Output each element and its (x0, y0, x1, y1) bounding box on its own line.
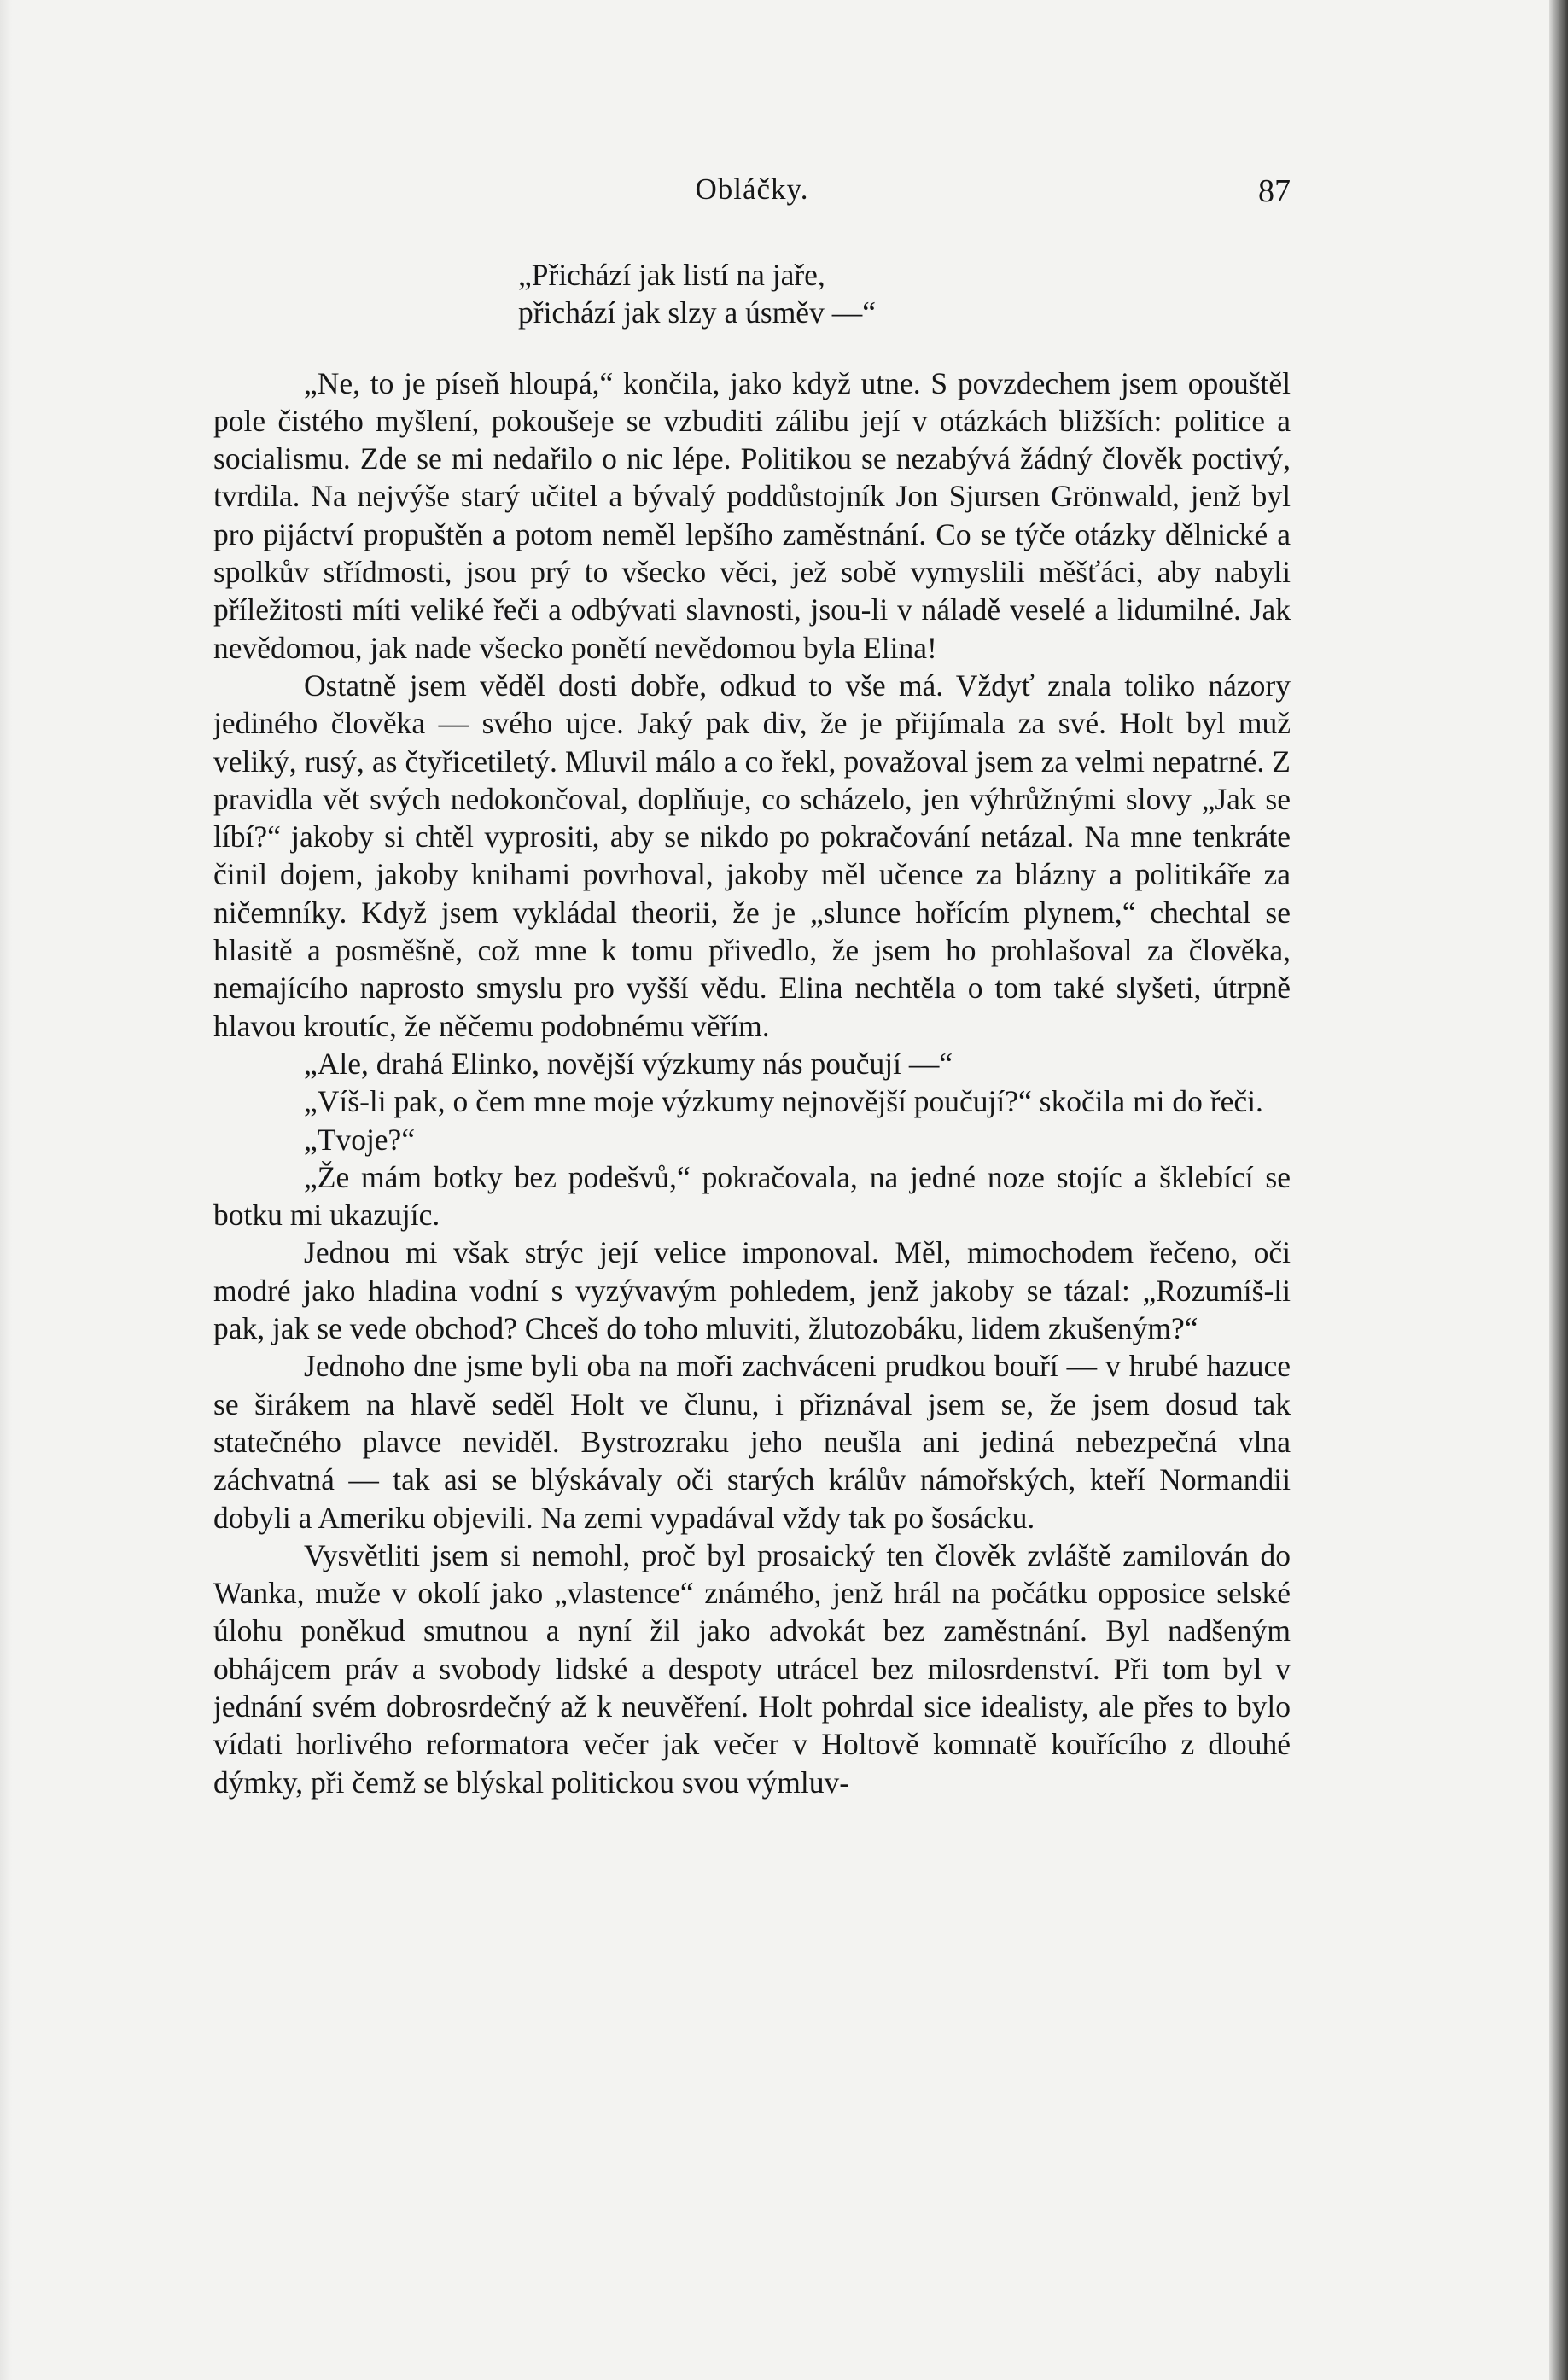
paragraph: „Že mám botky bez podešvů,“ pokračovala, na jedné noze stojíc a šklebící se botku mi ukazujíc. (213, 1159, 1291, 1233)
running-title: Obláčky. (695, 172, 809, 206)
paragraph: Ostatně jsem věděl dosti dobře, odkud to vše má. Vždyť znala toliko názory jediného člověka — svého ujce. Jaký pak div, že je přijímala za své. Holt byl muž veliký, rusý, as čtyřicetiletý. Mluvil málo a co řekl, považoval jsem za velmi nepatrné. Z pravidla vět svých nedokončoval, doplňuje, co scházelo, jen výhrůžnými slovy „Jak se líbí?“ jakoby si chtěl vyprositi, aby se nikdo po pokračování netázal. Na mne tenkráte činil dojem, jakoby knihami povrhoval, jakoby měl učence za blázny a politikáře za ničemníky. Když jsem vykládal theorii, že je „slunce hořícím plynem,“ chechtal se hlasitě a posměšně, což mne k tomu přivedlo, že jsem ho prohlašoval za člověka, nemajícího naprosto smyslu pro vyšší vědu. Elina nechtěla o tom také slyšeti, útrpně hlavou kroutíc, že něčemu podobnému věřím. (213, 668, 1291, 1043)
page-number: 87 (1258, 173, 1291, 209)
page-edge (1549, 0, 1568, 2380)
paragraph: „Tvoje?“ (304, 1122, 416, 1157)
paragraph: Jednou mi však strýc její velice imponoval. Měl, mimochodem řečeno, oči modré jako hladina vodní s vyzývavým pohledem, jenž jakoby se tázal: „Rozumíš-li pak, jak se vede obchod? Chceš do toho mluviti, žlutozobáku, lidem zkušeným?“ (213, 1235, 1291, 1346)
verse-line-2: přichází jak slzy a úsměv —“ (518, 295, 876, 330)
paragraph: „Víš-li pak, o čem mne moje výzkumy nejnovější poučují?“ skočila mi do řeči. (304, 1084, 1263, 1119)
body-text (213, 256, 1291, 1801)
paragraph: Vysvětliti jsem si nemohl, proč byl prosaický ten člověk zvláště zamilován do Wanka, muže v okolí jako „vlastence“ známého, jenž hrál na počátku opposice selské úlohu poněkud smutnou a nyní žil jako advokát bez zaměstnání. Byl nadšeným obhájcem práv a svobody lidské a despoty utrácel bez milosrdenství. Při tom byl v jednání svém dobrosrdečný až k neuvěření. Holt pohrdal sice idealisty, ale přes to bylo vídati horlivého reformatora večer jak večer v Holtově komnatě kouřícího z dlouhé dýmky, při čemž se blýskal politickou svou výmluv- (213, 1537, 1291, 1800)
paragraph: „Ne, to je píseň hloupá,“ končila, jako když utne. S povzdechem jsem opouštěl pole čistého myšlení, pokoušeje se vzbuditi zálibu její v otázkách bližších: politice a socialismu. Zde se mi nedařilo o nic lépe. Politikou se nezabývá žádný člověk poctivý, tvrdila. Na nejvýše starý učitel a bývalý poddůstojník Jon Sjursen Grönwald, jenž byl pro pijáctví propuštěn a potom neměl lepšího zaměstnání. Co se týče otázky dělnické a spolkův střídmosti, jsou prý to všecko věci, jež sobě vymyslili měšťáci, aby nabyli příležitosti míti veliké řeči a odbývati slavnosti, jsou-li v náladě veselé a lidumilné. Jak nevědomou, jak nade všecko ponětí nevědomou byla Elina! (213, 365, 1291, 665)
paragraph: Jednoho dne jsme byli oba na moři zachváceni prudkou bouří — v hrubé hazuce se širákem na hlavě seděl Holt ve člunu, i přiznával jsem se, že jsem dosud tak statečného plavce neviděl. Bystrozraku jeho neušla ani jediná nebezpečná vlna záchvatná — tak asi se blýskávaly oči starých králův námořských, kteří Normandii dobyli a Ameriku objevili. Na zemi vypadával vždy tak po šosácku. (213, 1349, 1291, 1535)
page-gutter-shadow (0, 0, 12, 2380)
verse-line-1: „Přichází jak listí na jaře, (518, 258, 825, 292)
paragraph: „Ale, drahá Elinko, novější výzkumy nás poučují —“ (304, 1046, 953, 1081)
verse-spacer (213, 332, 1291, 365)
running-head (213, 172, 1291, 215)
